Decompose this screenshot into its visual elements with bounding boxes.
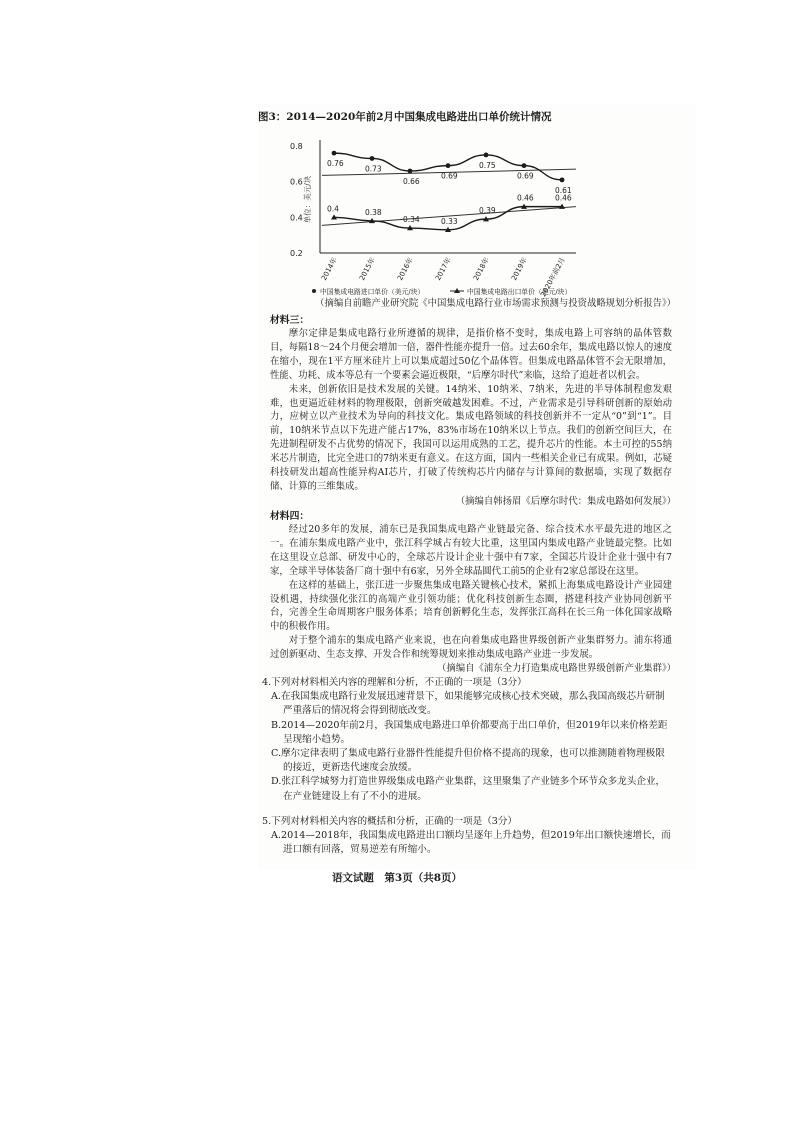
x-tick-label: 2019年 [510, 256, 529, 282]
chart-title: 图3：2014—2020年前2月中国集成电路进出口单价统计情况 [258, 111, 552, 123]
question-4-stem: 4.下列对材料相关内容的理解和分析，不正确的一项是（3分） [262, 677, 527, 688]
legend-label: 中国集成电路出口单价（美元/块） [467, 288, 572, 296]
material4-paragraph: 经过20多年的发展，浦东已是我国集成电路产业链最完备、综合技术水平最先进的地区之一。在浦东集成电路产业中，张江科学城占有较大比重，这里国内集成电路产业链最完整。比如在这里设立总部、研发中心的，全球芯片设计企业十强中有7家，全国芯片设计企业十强中有7家，全球半导体装备厂商十强中有6家，另外全球晶圆代工前5的企业有2家总部设在这里。 [270, 524, 672, 577]
question-4-option-b: B.2014—2020年前2月，我国集成电路进口单价都要高于出口单价，但2019年以来价格差距呈现缩小趋势。 [271, 719, 668, 745]
data-point [370, 156, 375, 161]
data-point [522, 163, 527, 168]
y-tick-label: 0.2 [290, 249, 303, 258]
legend-marker [312, 289, 316, 293]
data-label: 0.38 [365, 207, 382, 217]
data-label: 0.73 [365, 164, 382, 174]
data-point [332, 151, 337, 156]
data-label: 0.61 [555, 185, 572, 195]
data-point [408, 169, 413, 174]
question-4-option-a: A.在我国集成电路行业发展迅速背景下，如果能够完成核心技术突破，那么我国高级芯片研制严重落后的情况将会得到彻底改变。 [271, 691, 665, 717]
x-tick-label: 2020年前2月 [539, 256, 567, 299]
y-tick-label: 0.4 [290, 213, 303, 223]
material4-body [270, 523, 672, 662]
data-label: 0.34 [403, 215, 420, 225]
material3-source: （摘编自韩扬眉《后摩尔时代：集成电路如何发展》） [455, 496, 676, 507]
data-point [484, 153, 489, 158]
data-label: 0.4 [327, 204, 339, 214]
material4-paragraph: 对于整个浦东的集成电路产业来说，也在向着集成电路世界级创新产业集群努力。浦东将通过创新驱动、生态支撑、开发合作和统筹规划来推动集成电路产业进一步发展。 [270, 635, 672, 661]
x-tick-label: 2017年 [434, 256, 453, 282]
x-tick-label: 2018年 [472, 256, 491, 282]
data-label: 0.69 [441, 171, 458, 181]
data-label: 0.66 [403, 176, 420, 186]
question-5 [262, 815, 674, 858]
question-4-option-c: C.摩尔定律表明了集成电路行业器件性能提升但价格不提高的现象，也可以推测随着物理极限的接近，更新迭代速度会放缓。 [271, 748, 665, 774]
material3-paragraph: 摩尔定律是集成电路行业所遵循的规律，是指价格不变时，集成电路上可容纳的晶体管数目，每隔18～24个月便会增加一倍，器件性能亦提升一倍。过去60余年，集成电路以惊人的速度在缩小，现在1平方厘米硅片上可以集成超过50亿个晶体管。但集成电路晶体管不会无限增加，性能、功耗、成本等总有一个要素会逼近极限，“后摩尔时代”来临，这给了追赶者以机会。 [270, 328, 672, 381]
data-label: 0.33 [441, 216, 458, 226]
legend-label: 中国集成电路进口单价（美元/块） [320, 288, 425, 296]
data-point [560, 177, 565, 182]
material4-source: （摘编自《浦东全力打造集成电路世界级创新产业集群》） [436, 663, 676, 674]
material4-paragraph: 在这样的基础上，张江进一步聚焦集成电路关键核心技术，紧抓上海集成电路设计产业园建设机遇，持续强化张江的高端产业引领功能；优化科技创新生态圈，搭建科技产业协同创新平台，完善全生命周期客户服务体系；培育创新孵化生态，发挥张江高科在长三角一体化国家战略中的积极作用。 [270, 579, 672, 633]
chart-source: （摘编自前瞻产业研究院《中国集成电路行业市场需求预测与投资战略规划分析报告》） [315, 298, 676, 309]
data-label: 0.46 [555, 193, 572, 203]
page-footer: 语文试题 第3页（共8页） [331, 872, 463, 884]
y-axis-label: 单位：美元/块 [303, 175, 312, 224]
data-label: 0.39 [479, 206, 496, 216]
price-chart [258, 120, 588, 305]
material4-title: 材料四： [270, 511, 310, 522]
x-tick-label: 2015年 [358, 256, 377, 282]
y-tick-label: 0.6 [290, 177, 303, 187]
question-5-option-a: A.2014—2018年，我国集成电路进出口额均呈逐年上升趋势，但2019年出口额快速增长，而进口额有回落，贸易逆差有所缩小。 [271, 830, 671, 856]
data-label: 0.46 [517, 193, 534, 203]
question-4 [262, 676, 674, 804]
x-tick-label: 2014年 [320, 256, 339, 282]
x-tick-label: 2016年 [396, 256, 415, 282]
y-tick-label: 0.8 [290, 142, 303, 151]
material3-body [270, 327, 672, 494]
data-label: 0.69 [517, 171, 534, 181]
data-point [446, 163, 451, 168]
data-label: 0.76 [327, 159, 344, 169]
question-4-option-d: D.张江科学城努力打造世界级集成电路产业集群，这里聚集了产业链多个环节众多龙头企业，在产业链建设上有了不小的进展。 [271, 776, 666, 802]
material3-title: 材料三： [270, 315, 310, 326]
question-5-stem: 5.下列对材料相关内容的概括和分析，正确的一项是（3分） [262, 816, 518, 827]
material3-paragraph: 未来，创新依旧是技术发展的关键。14纳米、10纳米、7纳米，先进的半导体制程愈发艰难，也更逼近硅材料的物理极限，创新突破越发困难。不过，产业需求是引导科研创新的原始动力，应树立以产业技术为导向的科技文化。集成电路领域的科技创新并不一定从“0”到“1”。目前，10纳米节点以下先进产能占17%，83%市场在10纳米以上节点。我们的创新空间巨大，在先进制程研发不占优势的情况下，我国可以运用成熟的工艺，提升芯片的性能。本土可控的55纳米芯片制造，比完全进口的7纳米更有意义。在这方面，国内一些相关企业已有成果。例如，芯疑科技研发出超高性能异构AI芯片，打破了传统构芯片内储存与计算间的数据墙，实现了数据存储、计算的三维集成。 [270, 383, 672, 492]
data-label: 0.75 [479, 160, 496, 170]
